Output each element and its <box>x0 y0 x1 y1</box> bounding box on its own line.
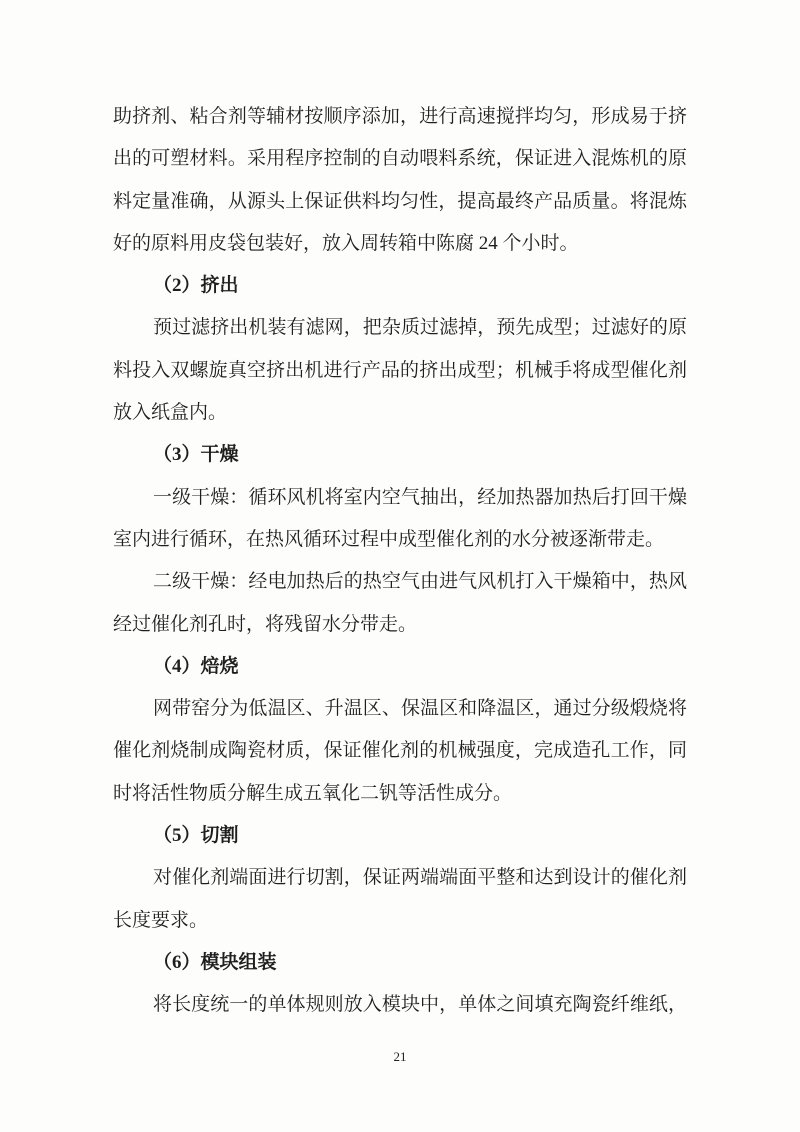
paragraph <box>113 307 687 434</box>
text-line: （2）挤出 <box>153 275 239 297</box>
text-line: 催化剂烧制成陶瓷材质，保证催化剂的机械强度，完成造孔工作，同 <box>113 740 687 762</box>
paragraph <box>113 857 687 942</box>
paragraph <box>113 477 687 562</box>
text-line: 好的原料用皮袋包装好，放入周转箱中陈腐 24 个小时。 <box>113 232 579 254</box>
paragraph <box>113 688 687 815</box>
section-heading <box>113 265 687 307</box>
text-line: 一级干燥：循环风机将室内空气抽出，经加热器加热后打回干燥 <box>153 486 687 508</box>
text-line: 预过滤挤出机装有滤网，把杂质过滤掉，预先成型；过滤好的原 <box>153 317 687 339</box>
page-footer <box>0 1048 800 1066</box>
text-line: （6）模块组装 <box>153 951 277 973</box>
text-line: 时将活性物质分解生成五氧化二钒等活性成分。 <box>113 782 513 804</box>
text-line: 长度要求。 <box>113 909 209 931</box>
paragraph <box>113 96 687 265</box>
section-heading <box>113 646 687 688</box>
section-heading <box>113 815 687 857</box>
section-heading <box>113 942 687 984</box>
document-body <box>113 96 687 1027</box>
page-number: 21 <box>393 1049 407 1064</box>
text-line: 助挤剂、粘合剂等辅材按顺序添加，进行高速搅拌均匀，形成易于挤 <box>113 106 687 127</box>
text-line: 室内进行循环，在热风循环过程中成型催化剂的水分被逐渐带走。 <box>113 528 665 550</box>
text-line: （4）焙烧 <box>153 655 239 677</box>
text-line: 料定量准确，从源头上保证供料均匀性，提高最终产品质量。将混炼 <box>113 190 687 212</box>
text-line: 出的可塑材料。采用程序控制的自动喂料系统，保证进入混炼机的原 <box>113 148 687 170</box>
text-line: 放入纸盒内。 <box>113 402 228 424</box>
section-heading <box>113 434 687 476</box>
text-line: 对催化剂端面进行切割，保证两端端面平整和达到设计的催化剂 <box>153 867 687 889</box>
text-line: 经过催化剂孔时，将残留水分带走。 <box>113 613 418 635</box>
text-line: 二级干燥：经电加热后的热空气由进气风机打入干燥箱中，热风 <box>153 571 687 593</box>
text-line: 网带窑分为低温区、升温区、保温区和降温区，通过分级煅烧将 <box>153 698 687 720</box>
text-line: （5）切割 <box>153 825 239 847</box>
text-line: 将长度统一的单体规则放入模块中，单体之间填充陶瓷纤维纸， <box>153 994 687 1016</box>
text-line: 料投入双螺旋真空挤出机进行产品的挤出成型；机械手将成型催化剂 <box>113 359 687 381</box>
paragraph <box>113 561 687 646</box>
text-line: （3）干燥 <box>153 444 239 466</box>
paragraph <box>113 984 687 1026</box>
